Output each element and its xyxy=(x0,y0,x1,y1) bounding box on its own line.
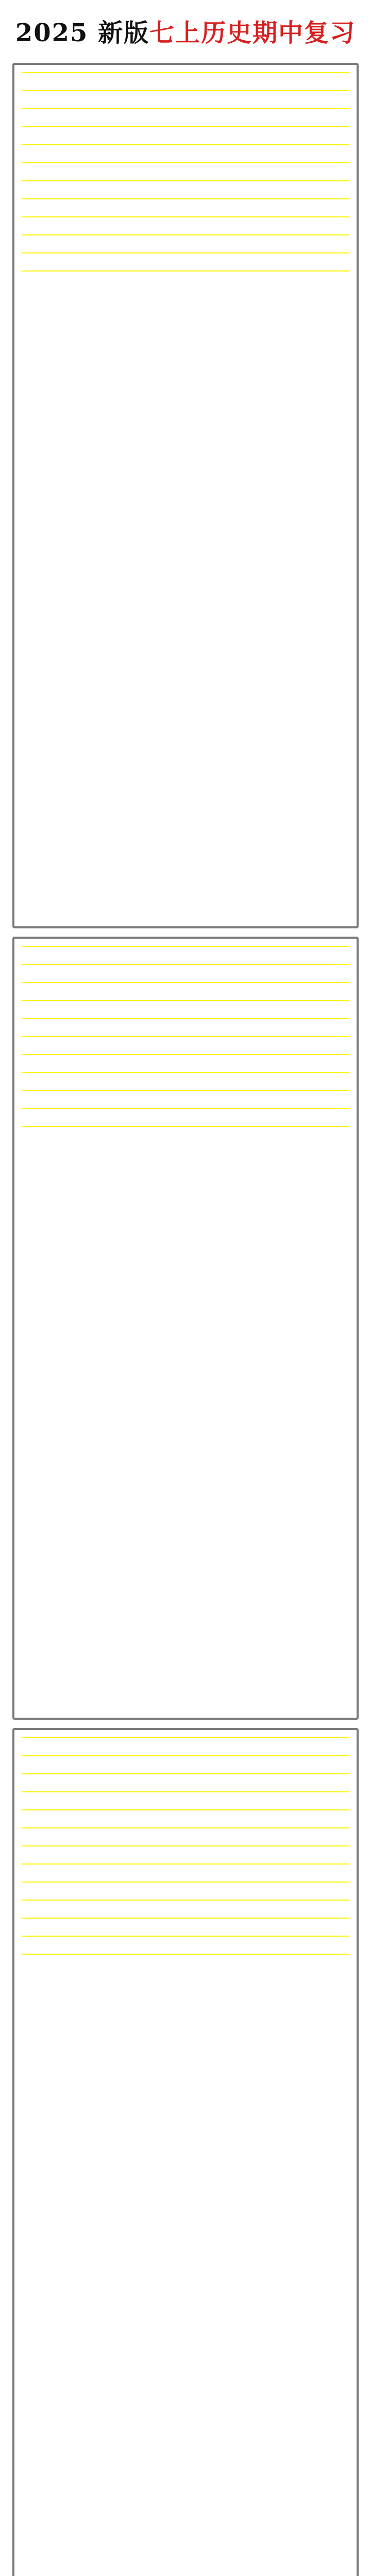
answer-row xyxy=(22,182,349,195)
answer-row xyxy=(22,1902,349,1914)
question-text xyxy=(22,946,349,947)
answer-row xyxy=(22,1128,349,1141)
answer-row xyxy=(22,146,349,159)
answer-row xyxy=(22,273,349,285)
answer-row xyxy=(22,1056,349,1069)
answer-row xyxy=(22,966,349,979)
question-text xyxy=(22,1882,349,1883)
answer-row xyxy=(22,1739,349,1752)
qa-item xyxy=(22,1773,349,1788)
answer-row xyxy=(22,200,349,213)
question-text xyxy=(22,1108,349,1109)
question-text xyxy=(22,198,349,199)
answer-row xyxy=(22,948,349,961)
section-2 xyxy=(12,937,359,1720)
qa-item xyxy=(22,144,349,159)
answer-row xyxy=(22,236,349,249)
section-3 xyxy=(12,1728,359,2576)
title-year-part: 2025 新版 xyxy=(15,19,150,47)
qa-item xyxy=(22,126,349,141)
qa-item xyxy=(22,1036,349,1051)
question-text xyxy=(22,1936,349,1937)
qa-item xyxy=(22,1863,349,1878)
answer-row xyxy=(22,1092,349,1105)
answer-row xyxy=(22,128,349,141)
question-text xyxy=(22,1845,349,1846)
answer-row xyxy=(22,1020,349,1033)
qa-item xyxy=(22,1090,349,1105)
question-text xyxy=(22,1773,349,1774)
qa-item xyxy=(22,180,349,195)
qa-item xyxy=(22,1737,349,1752)
question-text xyxy=(22,252,349,253)
answer-row xyxy=(22,92,349,105)
qa-item xyxy=(22,1882,349,1896)
question-text xyxy=(22,1072,349,1073)
answer-row xyxy=(22,984,349,997)
answer-row xyxy=(22,110,349,123)
answer-row xyxy=(22,1811,349,1824)
answer-row xyxy=(22,1074,349,1087)
qa-item xyxy=(22,946,349,961)
answer-row xyxy=(22,218,349,231)
question-text xyxy=(22,1054,349,1055)
question-text xyxy=(22,1036,349,1037)
question-text xyxy=(22,162,349,163)
qa-item xyxy=(22,216,349,231)
qa-item xyxy=(22,1000,349,1015)
question-text xyxy=(22,1918,349,1919)
question-text xyxy=(22,1791,349,1792)
qa-item xyxy=(22,252,349,267)
question-text xyxy=(22,1755,349,1756)
answer-row xyxy=(22,1793,349,1806)
question-text xyxy=(22,144,349,145)
page-title xyxy=(12,18,359,48)
qa-item xyxy=(22,964,349,979)
question-text xyxy=(22,216,349,217)
qa-item xyxy=(22,1108,349,1123)
qa-item xyxy=(22,1126,349,1141)
question-text xyxy=(22,234,349,235)
qa-item xyxy=(22,1755,349,1770)
qa-item xyxy=(22,72,349,87)
question-text xyxy=(22,72,349,73)
qa-item xyxy=(22,1809,349,1824)
qa-item xyxy=(22,1918,349,1933)
qa-item xyxy=(22,234,349,249)
qa-item xyxy=(22,1054,349,1069)
qa-item xyxy=(22,1845,349,1860)
question-text xyxy=(22,1809,349,1810)
question-text xyxy=(22,126,349,127)
question-text xyxy=(22,1018,349,1019)
qa-item xyxy=(22,108,349,123)
answer-row xyxy=(22,1829,349,1842)
answer-row xyxy=(22,255,349,267)
answer-row xyxy=(22,1002,349,1015)
answer-row xyxy=(22,1848,349,1860)
answer-row xyxy=(22,1866,349,1878)
answer-row xyxy=(22,1110,349,1123)
section-1 xyxy=(12,63,359,928)
question-text xyxy=(22,1863,349,1865)
sheet-header xyxy=(12,12,359,63)
qa-item xyxy=(22,1072,349,1087)
question-text xyxy=(22,1737,349,1738)
qa-item xyxy=(22,1827,349,1842)
answer-row xyxy=(22,1938,349,1951)
answer-row xyxy=(22,1757,349,1770)
answer-row xyxy=(22,1775,349,1788)
qa-item xyxy=(22,1018,349,1033)
question-text xyxy=(22,1954,349,1955)
question-text xyxy=(22,964,349,965)
answer-row xyxy=(22,164,349,177)
qa-item xyxy=(22,1900,349,1914)
answer-row xyxy=(22,1038,349,1051)
answer-row xyxy=(22,1956,349,1969)
question-text xyxy=(22,1126,349,1127)
answer-row xyxy=(22,1920,349,1933)
qa-item xyxy=(22,198,349,213)
question-text xyxy=(22,1090,349,1091)
qa-item xyxy=(22,270,349,285)
answer-row xyxy=(22,74,349,87)
qa-item xyxy=(22,162,349,177)
question-text xyxy=(22,180,349,181)
question-text xyxy=(22,982,349,983)
question-text xyxy=(22,1900,349,1901)
qa-list-3 xyxy=(22,1737,349,1969)
question-text xyxy=(22,90,349,91)
answer-row xyxy=(22,1884,349,1896)
question-text xyxy=(22,270,349,272)
qa-item xyxy=(22,1954,349,1969)
qa-item xyxy=(22,90,349,105)
qa-item xyxy=(22,1791,349,1806)
qa-list-1 xyxy=(22,72,349,285)
title-subject-part: 七上历史期中复习 xyxy=(149,19,356,47)
question-text xyxy=(22,1000,349,1001)
question-text xyxy=(22,108,349,109)
question-text xyxy=(22,1827,349,1828)
qa-item xyxy=(22,982,349,997)
qa-item xyxy=(22,1936,349,1951)
qa-list-2 xyxy=(22,946,349,1141)
